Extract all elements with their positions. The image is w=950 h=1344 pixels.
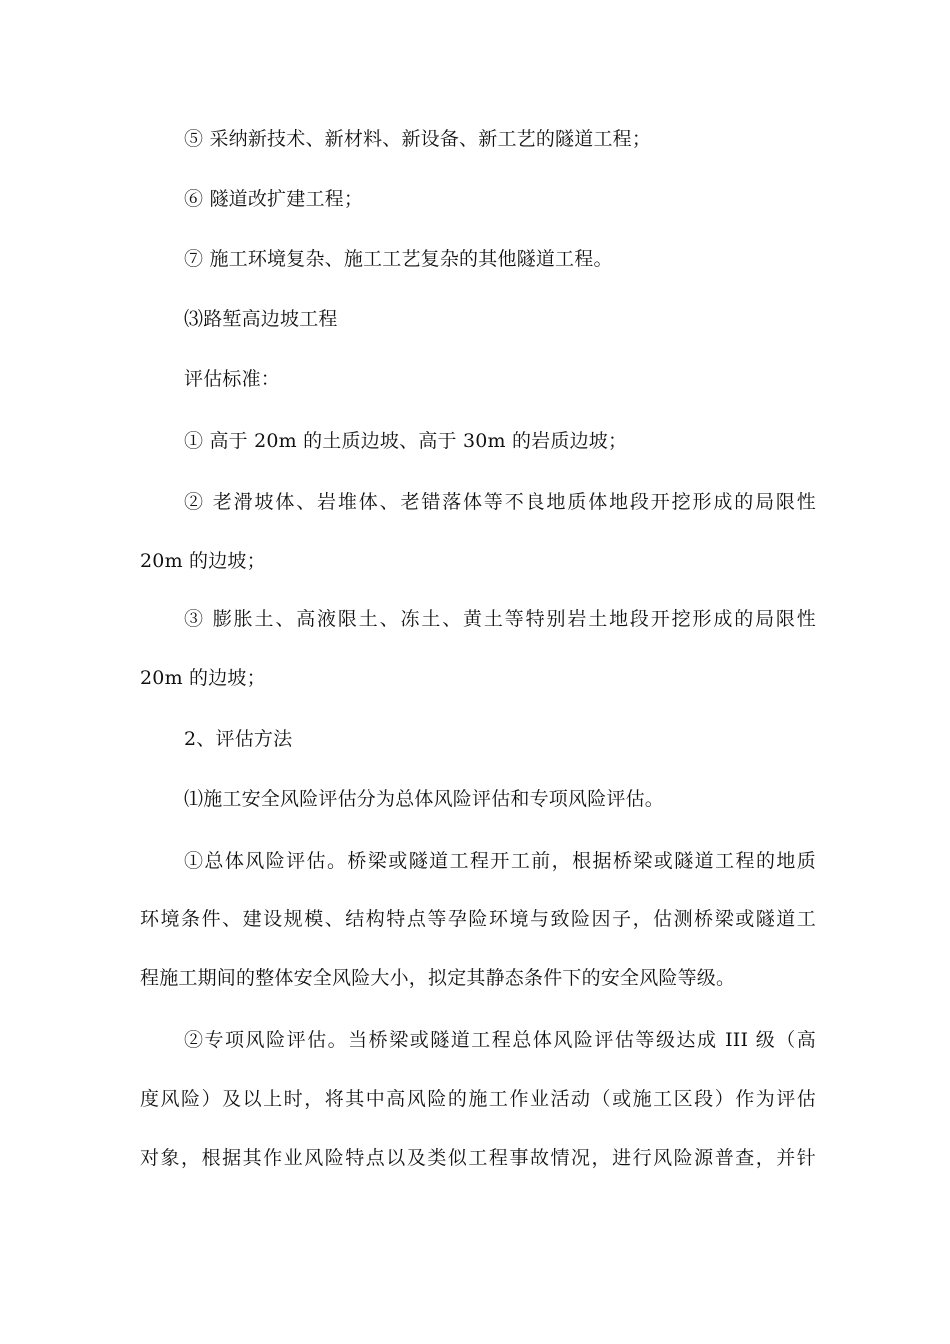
list-item-7-complex-tunnel: ⑦ 施工环境复杂、施工工艺复杂的其他隧道工程。: [184, 248, 613, 270]
criteria-item-2-line-2: 20m 的边坡；: [140, 550, 266, 572]
paragraph-special-risk-line-2: 度风险）及以上时，将其中高风险的施工作业活动（或施工区段）作为评估: [140, 1088, 816, 1110]
section-heading-assessment-method: 2、评估方法: [184, 728, 293, 750]
paragraph-overall-risk-line-2: 环境条件、建设规模、结构特点等孕险环境与致险因子，估测桥梁或隧道工: [140, 908, 816, 930]
paragraph-overall-risk-line-3: 程施工期间的整体安全风险大小，拟定其静态条件下的安全风险等级。: [140, 967, 736, 989]
paragraph-special-risk-line-1: ②专项风险评估。当桥梁或隧道工程总体风险评估等级达成 III 级（高: [184, 1029, 816, 1051]
section-heading-cut-slope: ⑶路堑高边坡工程: [184, 308, 338, 330]
paragraph-overall-risk-line-1: ①总体风险评估。桥梁或隧道工程开工前，根据桥梁或隧道工程的地质: [184, 850, 816, 872]
paragraph-special-risk-line-3: 对象，根据其作业风险特点以及类似工程事故情况，进行风险源普查，并针: [140, 1147, 816, 1169]
criteria-label: 评估标准：: [184, 368, 281, 390]
criteria-item-3-line-1: ③ 膨胀土、高液限土、冻土、黄土等特别岩土地段开挖形成的局限性: [184, 608, 816, 630]
criteria-item-1: ① 高于 20m 的土质边坡、高于 30m 的岩质边坡；: [184, 430, 628, 452]
criteria-item-2-line-1: ② 老滑坡体、岩堆体、老错落体等不良地质体地段开挖形成的局限性: [184, 491, 816, 513]
paragraph-assessment-types: ⑴施工安全风险评估分为总体风险评估和专项风险评估。: [184, 788, 665, 810]
criteria-item-3-line-2: 20m 的边坡；: [140, 667, 266, 689]
list-item-5-tunnel-new-tech: ⑤ 采纳新技术、新材料、新设备、新工艺的隧道工程；: [184, 128, 652, 150]
list-item-6-tunnel-expansion: ⑥ 隧道改扩建工程；: [184, 188, 364, 210]
